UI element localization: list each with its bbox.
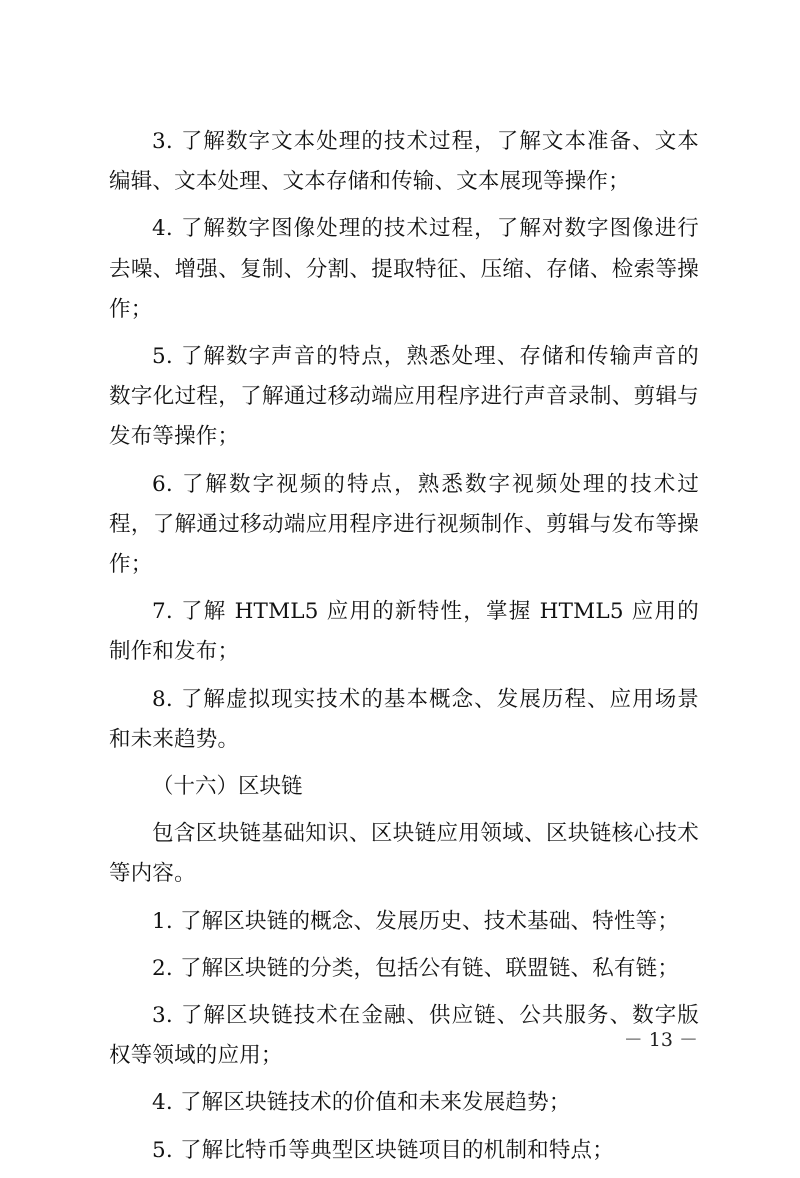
list-item: 5. 了解比特币等典型区块链项目的机制和特点； xyxy=(152,1137,614,1163)
list-item: 1. 了解区块链的概念、发展历史、技术基础、特性等； xyxy=(152,908,680,934)
page-body xyxy=(109,122,699,1178)
section-heading: （十六）区块链 xyxy=(152,774,303,800)
list-item: 4. 了解数字图像处理的技术过程，了解对数字图像进行去噪、增强、复制、分割、提取特征、压缩、存储、检索等操作； xyxy=(109,216,699,322)
section-intro: 包含区块链基础知识、区块链应用领域、区块链核心技术等内容。 xyxy=(109,821,699,887)
list-item: 3. 了解数字文本处理的技术过程，了解文本准备、文本编辑、文本处理、文本存储和传输、文本展现等操作； xyxy=(109,129,699,195)
list-item: 6. 了解数字视频的特点，熟悉数字视频处理的技术过程，了解通过移动端应用程序进行视频制作、剪辑与发布等操作； xyxy=(109,471,699,578)
page-number: － 13 － xyxy=(623,1029,698,1051)
list-item: 8. 了解虚拟现实技术的基本概念、发展历程、应用场景和未来趋势。 xyxy=(109,686,699,752)
list-item: 7. 了解 HTML5 应用的新特性，掌握 HTML5 应用的制作和发布； xyxy=(109,599,699,665)
list-item: 3. 了解区块链技术在金融、供应链、公共服务、数字版权等领域的应用； xyxy=(109,1003,699,1069)
list-item: 5. 了解数字声音的特点，熟悉处理、存储和传输声音的数字化过程，了解通过移动端应用程序进行声音录制、剪辑与发布等操作； xyxy=(109,344,699,450)
list-item: 2. 了解区块链的分类，包括公有链、联盟链、私有链； xyxy=(152,955,680,981)
list-item: 4. 了解区块链技术的价值和未来发展趋势； xyxy=(152,1090,571,1116)
